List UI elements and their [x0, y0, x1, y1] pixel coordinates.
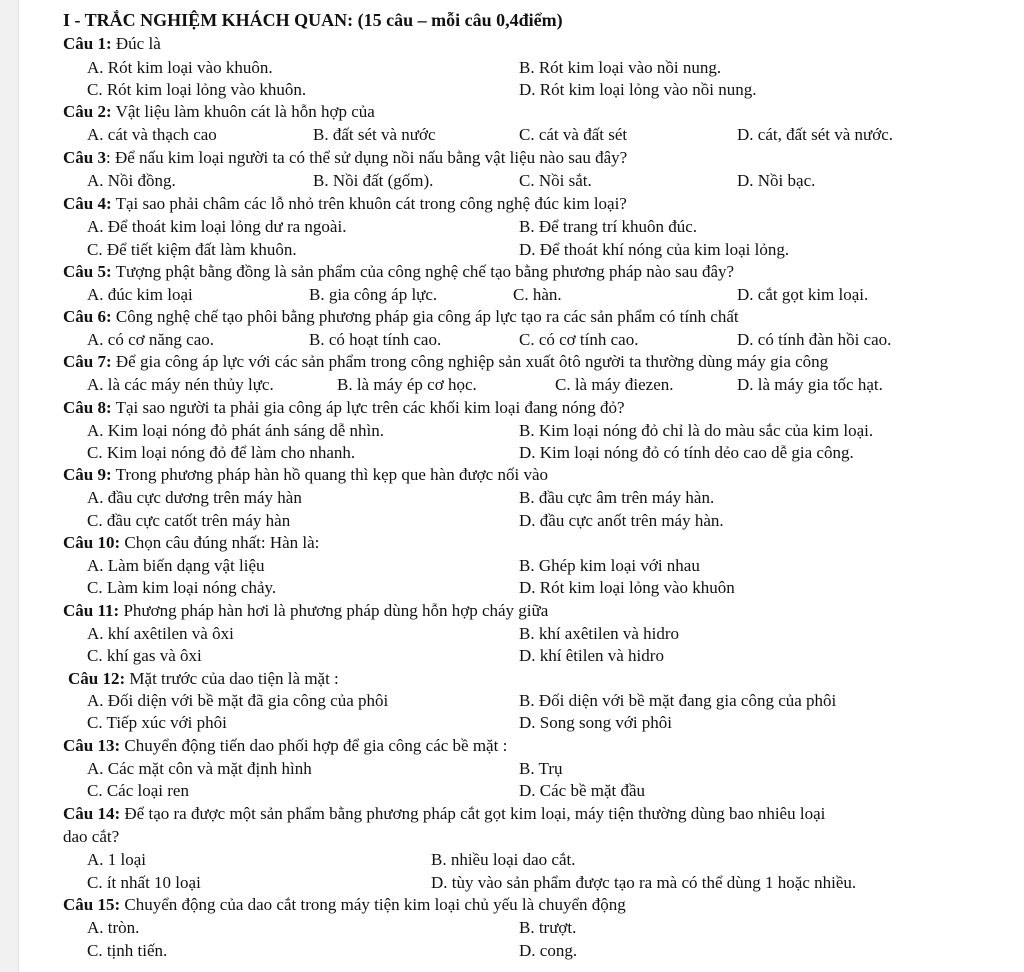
q5-option-c: C. hàn. [513, 285, 562, 304]
question-1 [63, 33, 161, 55]
question-text: Chọn câu đúng nhất: Hàn là: [120, 533, 320, 552]
question-3 [63, 147, 627, 169]
q10-option-a: A. Làm biến dạng vật liệu [87, 556, 265, 575]
q5-option-d: D. cắt gọt kim loại. [737, 285, 869, 304]
q15-option-c: C. tịnh tiến. [87, 941, 168, 960]
question-number: Câu 6: [63, 307, 112, 326]
section-title: I - TRẮC NGHIỆM KHÁCH QUAN: (15 câu – mỗi câu 0,4điểm) [63, 10, 563, 30]
q4-option-a: A. Để thoát kim loại lỏng dư ra ngoài. [87, 217, 347, 236]
q12-option-d: D. Song song với phôi [519, 713, 673, 732]
q13-option-a: A. Các mặt côn và mặt định hình [87, 759, 312, 778]
question-text: Phương pháp hàn hơi là phương pháp dùng hỗn hợp cháy giữa [119, 601, 549, 620]
question-text: Để gia công áp lực với các sản phẩm trong công nghiệp sản xuất ôtô người ta thường dùng máy gia công [111, 352, 829, 371]
question-text: Trong phương pháp hàn hồ quang thì kẹp que hàn được nối vào [111, 465, 548, 484]
q7-option-a: A. là các máy nén thủy lực. [87, 375, 274, 394]
q1-option-b: B. Rót kim loại vào nồi nung. [519, 58, 722, 77]
question-text: Chuyển động tiến dao phối hợp để gia công các bề mặt : [120, 736, 508, 755]
q14-option-d: D. tùy vào sản phẩm được tạo ra mà có thể dùng 1 hoặc nhiều. [431, 873, 857, 892]
q1-option-d: D. Rót kim loại lỏng vào nồi nung. [519, 80, 757, 99]
q15-option-d: D. cong. [519, 941, 578, 960]
q8-option-c: C. Kim loại nóng đỏ để làm cho nhanh. [87, 443, 356, 462]
q2-option-d: D. cát, đất sét và nước. [737, 125, 894, 144]
question-number: Câu 9: [63, 465, 112, 484]
question-text: Tại sao người ta phải gia công áp lực trên các khối kim loại đang nóng đỏ? [111, 398, 625, 417]
question-number: Câu 15: [63, 895, 121, 914]
question-number: Câu 14: [63, 804, 121, 823]
q7-option-d: D. là máy gia tốc hạt. [737, 375, 883, 394]
question-number: Câu 8: [63, 398, 112, 417]
q15-option-a: A. tròn. [87, 918, 140, 937]
q12-option-a: A. Đối diện với bề mặt đã gia công của phôi [87, 691, 389, 710]
question-8 [63, 397, 625, 419]
q2-option-a: A. cát và thạch cao [87, 125, 217, 144]
q6-option-c: C. có cơ tính cao. [519, 330, 639, 349]
q12-option-b: B. Đối diện với bề mặt đang gia công của phôi [519, 691, 837, 710]
question-14 [63, 803, 825, 825]
question-text: Tại sao phải châm các lỗ nhỏ trên khuôn cát trong công nghệ đúc kim loại? [111, 194, 627, 213]
question-number: Câu 4: [63, 194, 112, 213]
question-text: Chuyển động của dao cắt trong máy tiện kim loại chủ yếu là chuyển động [120, 895, 626, 914]
question-number: Câu 3 [63, 148, 106, 167]
q14-option-b: B. nhiều loại dao cắt. [431, 850, 576, 869]
q7-option-c: C. là máy điezen. [555, 375, 674, 394]
question-5 [63, 261, 734, 283]
q13-option-c: C. Các loại ren [87, 781, 189, 800]
question-10 [63, 532, 319, 554]
q9-option-c: C. đầu cực catốt trên máy hàn [87, 511, 291, 530]
q1-option-c: C. Rót kim loại lỏng vào khuôn. [87, 80, 307, 99]
question-4 [63, 193, 627, 215]
question-13 [63, 735, 507, 757]
q10-option-d: D. Rót kim loại lỏng vào khuôn [519, 578, 735, 597]
question-9 [63, 464, 548, 486]
question-number: Câu 1: [63, 34, 112, 53]
q5-option-b: B. gia công áp lực. [309, 285, 438, 304]
q8-option-a: A. Kim loại nóng đỏ phát ánh sáng dễ nhìn. [87, 421, 384, 440]
question-text: Tượng phật bằng đồng là sản phẩm của công nghệ chế tạo bằng phương pháp nào sau đây? [111, 262, 735, 281]
question-2 [63, 101, 375, 123]
question-text: Vật liệu làm khuôn cát là hỗn hợp của [111, 102, 375, 121]
q3-option-c: C. Nồi sắt. [519, 171, 592, 190]
question-text: Mặt trước của dao tiện là mặt : [125, 669, 339, 688]
q13-option-d: D. Các bề mặt đầu [519, 781, 646, 800]
q6-option-a: A. có cơ năng cao. [87, 330, 214, 349]
q9-option-b: B. đầu cực âm trên máy hàn. [519, 488, 715, 507]
question-number: Câu 10: [63, 533, 121, 552]
q3-option-b: B. Nồi đất (gốm). [313, 171, 434, 190]
question-12 [68, 668, 339, 690]
q3-option-d: D. Nồi bạc. [737, 171, 816, 190]
q11-option-c: C. khí gas và ôxi [87, 646, 202, 665]
q8-option-d: D. Kim loại nóng đỏ có tính dẻo cao dễ gia công. [519, 443, 854, 462]
q4-option-b: B. Để trang trí khuôn đúc. [519, 217, 697, 236]
question-number: Câu 13: [63, 736, 121, 755]
question-number: Câu 11: [63, 601, 120, 620]
question-text: Đúc là [111, 34, 161, 53]
q3-option-a: A. Nồi đồng. [87, 171, 176, 190]
question-6 [63, 306, 739, 328]
q11-option-a: A. khí axêtilen và ôxi [87, 624, 234, 643]
question-text: : Để nấu kim loại người ta có thể sử dụng nồi nấu bằng vật liệu nào sau đây? [105, 148, 628, 167]
q14-option-c: C. ít nhất 10 loại [87, 873, 201, 892]
question-number: Câu 12: [68, 669, 126, 688]
question-text: Công nghệ chế tạo phôi bằng phương pháp gia công áp lực tạo ra các sản phẩm có tính chất [111, 307, 739, 326]
question-number: Câu 7: [63, 352, 112, 371]
q10-option-b: B. Ghép kim loại với nhau [519, 556, 700, 575]
q11-option-b: B. khí axêtilen và hidro [519, 624, 680, 643]
q2-option-c: C. cát và đất sét [519, 125, 628, 144]
q7-option-b: B. là máy ép cơ học. [337, 375, 477, 394]
q8-option-b: B. Kim loại nóng đỏ chỉ là do màu sắc của kim loại. [519, 421, 874, 440]
question-text: Để tạo ra được một sản phẩm bằng phương pháp cắt gọt kim loại, máy tiện thường dùng bao nhiêu loại [120, 804, 826, 823]
q6-option-d: D. có tính đàn hồi cao. [737, 330, 892, 349]
viewer-left-edge [0, 0, 19, 972]
q12-option-c: C. Tiếp xúc với phôi [87, 713, 227, 732]
q10-option-c: C. Làm kim loại nóng chảy. [87, 578, 277, 597]
q2-option-b: B. đất sét và nước [313, 125, 436, 144]
q13-option-b: B. Trụ [519, 759, 563, 778]
q4-option-c: C. Để tiết kiệm đất làm khuôn. [87, 240, 297, 259]
q5-option-a: A. đúc kim loại [87, 285, 193, 304]
question-7 [63, 351, 828, 373]
q11-option-d: D. khí êtilen và hidro [519, 646, 664, 665]
question-number: Câu 2: [63, 102, 112, 121]
q9-option-d: D. đầu cực anốt trên máy hàn. [519, 511, 724, 530]
q9-option-a: A. đầu cực dương trên máy hàn [87, 488, 302, 507]
q4-option-d: D. Để thoát khí nóng của kim loại lỏng. [519, 240, 790, 259]
question-11 [63, 600, 548, 622]
question-15 [63, 894, 626, 916]
q1-option-a: A. Rót kim loại vào khuôn. [87, 58, 273, 77]
question-number: Câu 5: [63, 262, 112, 281]
question-14-continuation: dao cắt? [63, 827, 120, 846]
q6-option-b: B. có hoạt tính cao. [309, 330, 442, 349]
q15-option-b: B. trượt. [519, 918, 577, 937]
q14-option-a: A. 1 loại [87, 850, 147, 869]
